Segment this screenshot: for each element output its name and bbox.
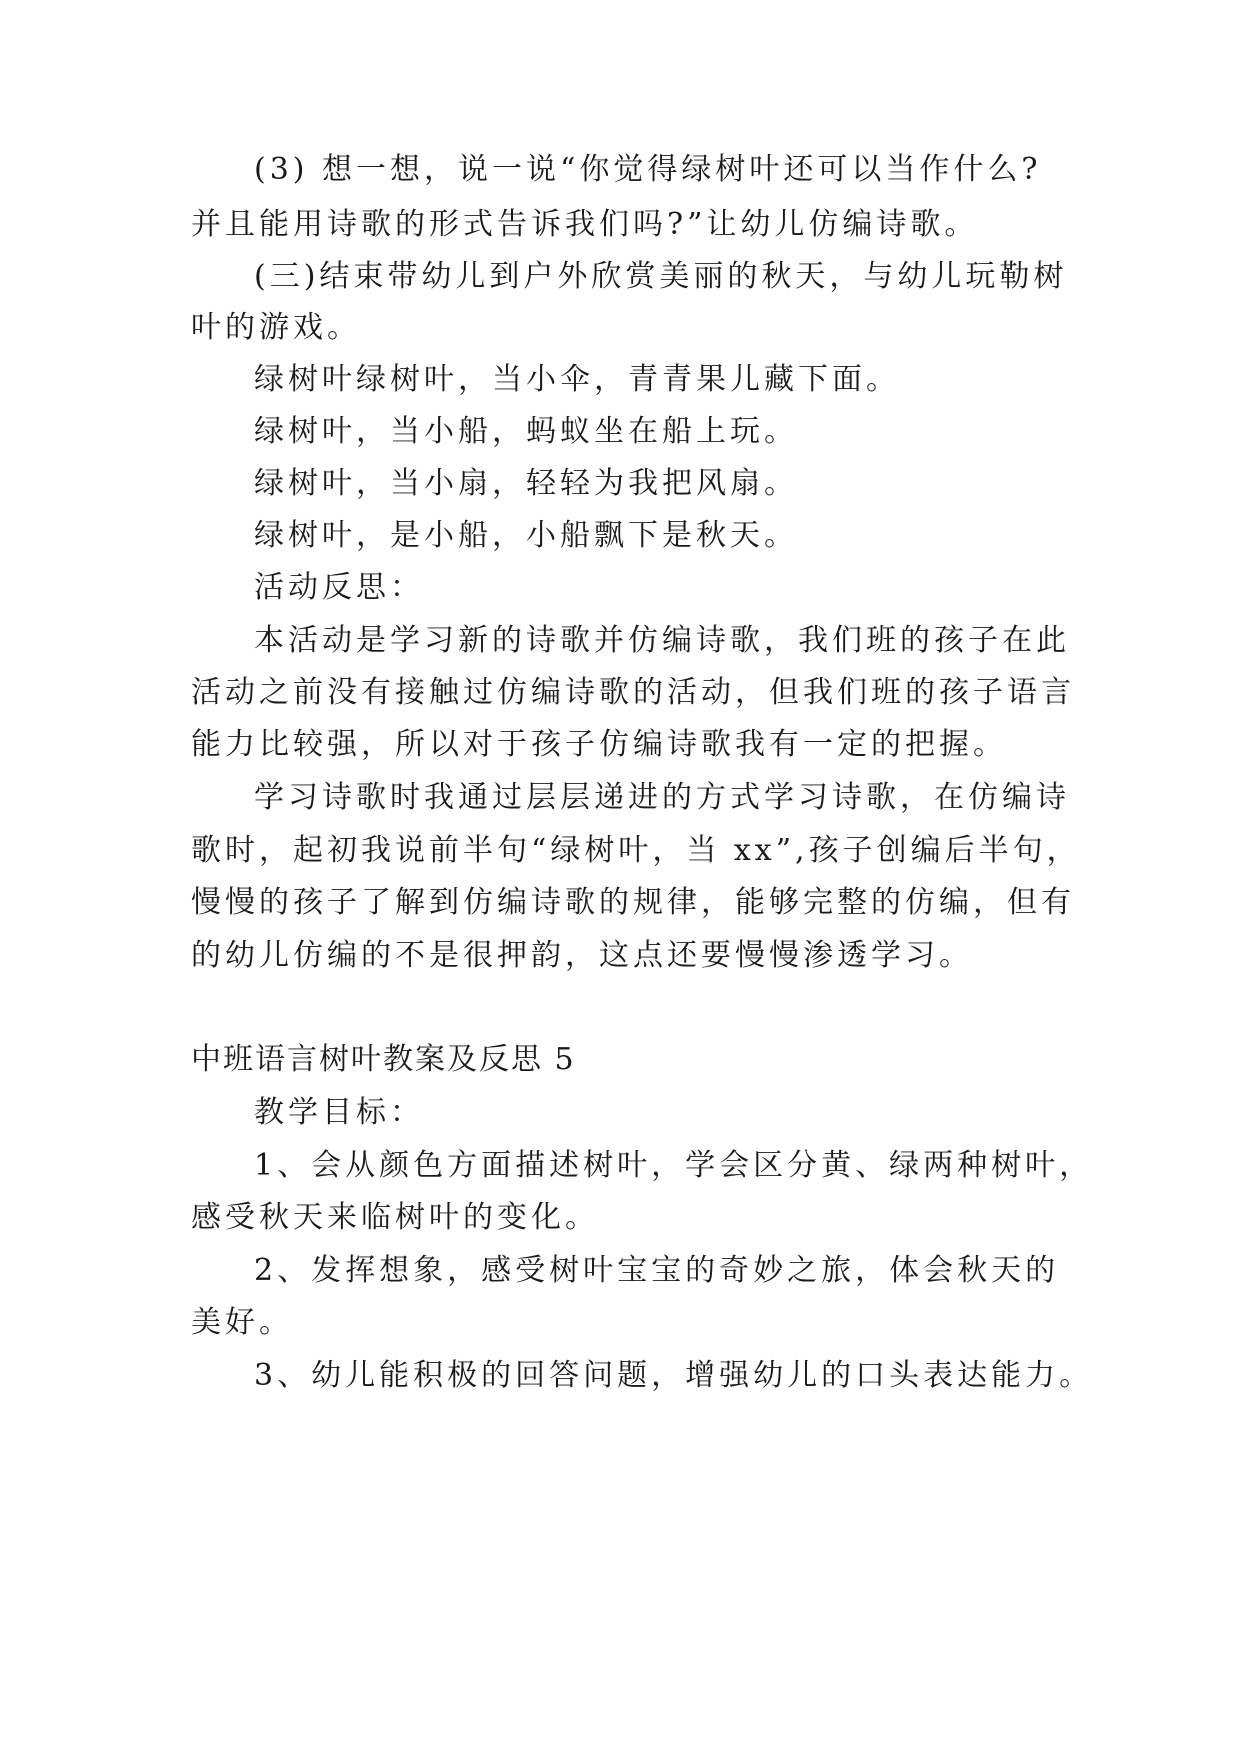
goals-title: 教学目标： bbox=[254, 1095, 424, 1130]
section-heading: 中班语言树叶教案及反思 5 bbox=[191, 1042, 576, 1077]
paragraph-conclusion-line-2: 叶的游戏。 bbox=[191, 310, 361, 345]
paragraph-3-line-1: (3) 想一想，说一说“你觉得绿树叶还可以当作什么? bbox=[254, 152, 1042, 187]
goal-3-line-1: 3、幼儿能积极的回答问题，增强幼儿的口头表达能力。 bbox=[254, 1358, 1094, 1393]
poem-line-1: 绿树叶绿树叶，当小伞，青青果儿藏下面。 bbox=[254, 362, 900, 397]
poem-line-2: 绿树叶，当小船，蚂蚁坐在船上玩。 bbox=[254, 414, 798, 449]
reflection-p2-line-3: 慢慢的孩子了解到仿编诗歌的规律，能够完整的仿编，但有 bbox=[191, 885, 1075, 920]
goal-2-line-2: 美好。 bbox=[191, 1305, 293, 1340]
reflection-p2-line-4: 的幼儿仿编的不是很押韵，这点还要慢慢渗透学习。 bbox=[191, 938, 973, 973]
paragraph-conclusion-line-1: (三)结束带幼儿到户外欣赏美丽的秋天，与幼儿玩勒树 bbox=[254, 259, 1068, 294]
reflection-p2-line-1: 学习诗歌时我通过层层递进的方式学习诗歌，在仿编诗 bbox=[254, 780, 1070, 815]
reflection-p1-line-1: 本活动是学习新的诗歌并仿编诗歌，我们班的孩子在此 bbox=[254, 623, 1070, 658]
reflection-p1-line-3: 能力比较强，所以对于孩子仿编诗歌我有一定的把握。 bbox=[191, 727, 1007, 762]
poem-line-4: 绿树叶，是小船，小船飘下是秋天。 bbox=[254, 518, 798, 553]
goal-2-line-1: 2、发挥想象，感受树叶宝宝的奇妙之旅，体会秋天的 bbox=[254, 1253, 1060, 1288]
reflection-p2-line-2: 歌时，起初我说前半句“绿树叶，当 xx”,孩子创编后半句， bbox=[191, 833, 1081, 868]
poem-line-3: 绿树叶，当小扇，轻轻为我把风扇。 bbox=[254, 466, 798, 501]
reflection-title: 活动反思： bbox=[254, 570, 424, 605]
paragraph-3-line-2: 并且能用诗歌的形式告诉我们吗?”让幼儿仿编诗歌。 bbox=[191, 207, 979, 242]
goal-1-line-2: 感受秋天来临树叶的变化。 bbox=[191, 1200, 599, 1235]
reflection-p1-line-2: 活动之前没有接触过仿编诗歌的活动，但我们班的孩子语言 bbox=[191, 675, 1075, 710]
goal-1-line-1: 1、会从颜色方面描述树叶，学会区分黄、绿两种树叶， bbox=[254, 1148, 1094, 1183]
